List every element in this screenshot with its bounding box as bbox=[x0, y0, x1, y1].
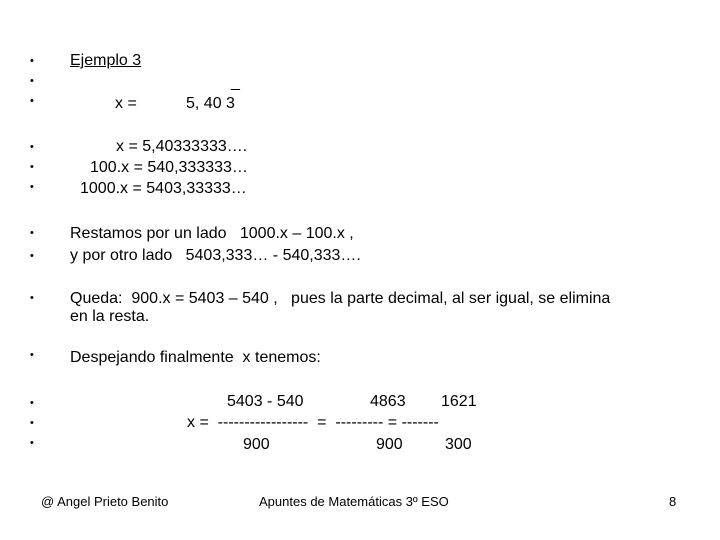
bullet-1: • bbox=[30, 55, 34, 67]
bullet-5: • bbox=[30, 161, 34, 173]
eq1-lhs: x = bbox=[115, 95, 137, 112]
bullet-3: • bbox=[30, 95, 34, 107]
bullet-13: • bbox=[30, 437, 34, 449]
bullet-2: • bbox=[30, 75, 34, 87]
eq1-rhs: 5, 40 3 bbox=[186, 95, 235, 112]
slide-title: Ejemplo 3 bbox=[70, 52, 142, 69]
bullet-10: • bbox=[30, 349, 34, 361]
fraction-num3: 1621 bbox=[441, 393, 477, 410]
fraction-den3: 300 bbox=[445, 436, 472, 453]
bullet-8: • bbox=[30, 250, 34, 262]
line-1000x: 1000.x = 5403,33333… bbox=[80, 180, 247, 197]
line-x: x = 5,40333333…. bbox=[116, 138, 248, 155]
bullet-4: • bbox=[30, 141, 34, 153]
line-queda: Queda: 900.x = 5403 – 540 , pues la parte decimal, al ser igual, se elimina bbox=[70, 290, 611, 307]
bullet-11: • bbox=[30, 397, 34, 409]
fraction-den1: 900 bbox=[243, 436, 270, 453]
bullet-7: • bbox=[30, 227, 34, 239]
fraction-den2: 900 bbox=[376, 436, 403, 453]
line-restamos: Restamos por un lado 1000.x – 100.x , bbox=[70, 225, 354, 242]
line-despejando: Despejando finalmente x tenemos: bbox=[70, 349, 321, 366]
line-queda-cont: en la resta. bbox=[70, 308, 150, 325]
eq1-bar: _ bbox=[231, 74, 240, 91]
line-100x: 100.x = 540,333333… bbox=[90, 159, 248, 176]
fraction-mid: x = ----------------- = --------- = ------- bbox=[187, 414, 439, 431]
footer-author: @ Angel Prieto Benito bbox=[41, 494, 169, 509]
footer-page-number: 8 bbox=[669, 494, 677, 509]
footer-course: Apuntes de Matemáticas 3º ESO bbox=[259, 494, 449, 509]
bullet-12: • bbox=[30, 417, 34, 429]
fraction-num1: 5403 - 540 bbox=[227, 393, 304, 410]
line-otro-lado: y por otro lado 5403,333… - 540,333…. bbox=[70, 247, 361, 264]
bullet-9: • bbox=[30, 292, 34, 304]
bullet-6: • bbox=[30, 181, 34, 193]
fraction-num2: 4863 bbox=[370, 393, 406, 410]
